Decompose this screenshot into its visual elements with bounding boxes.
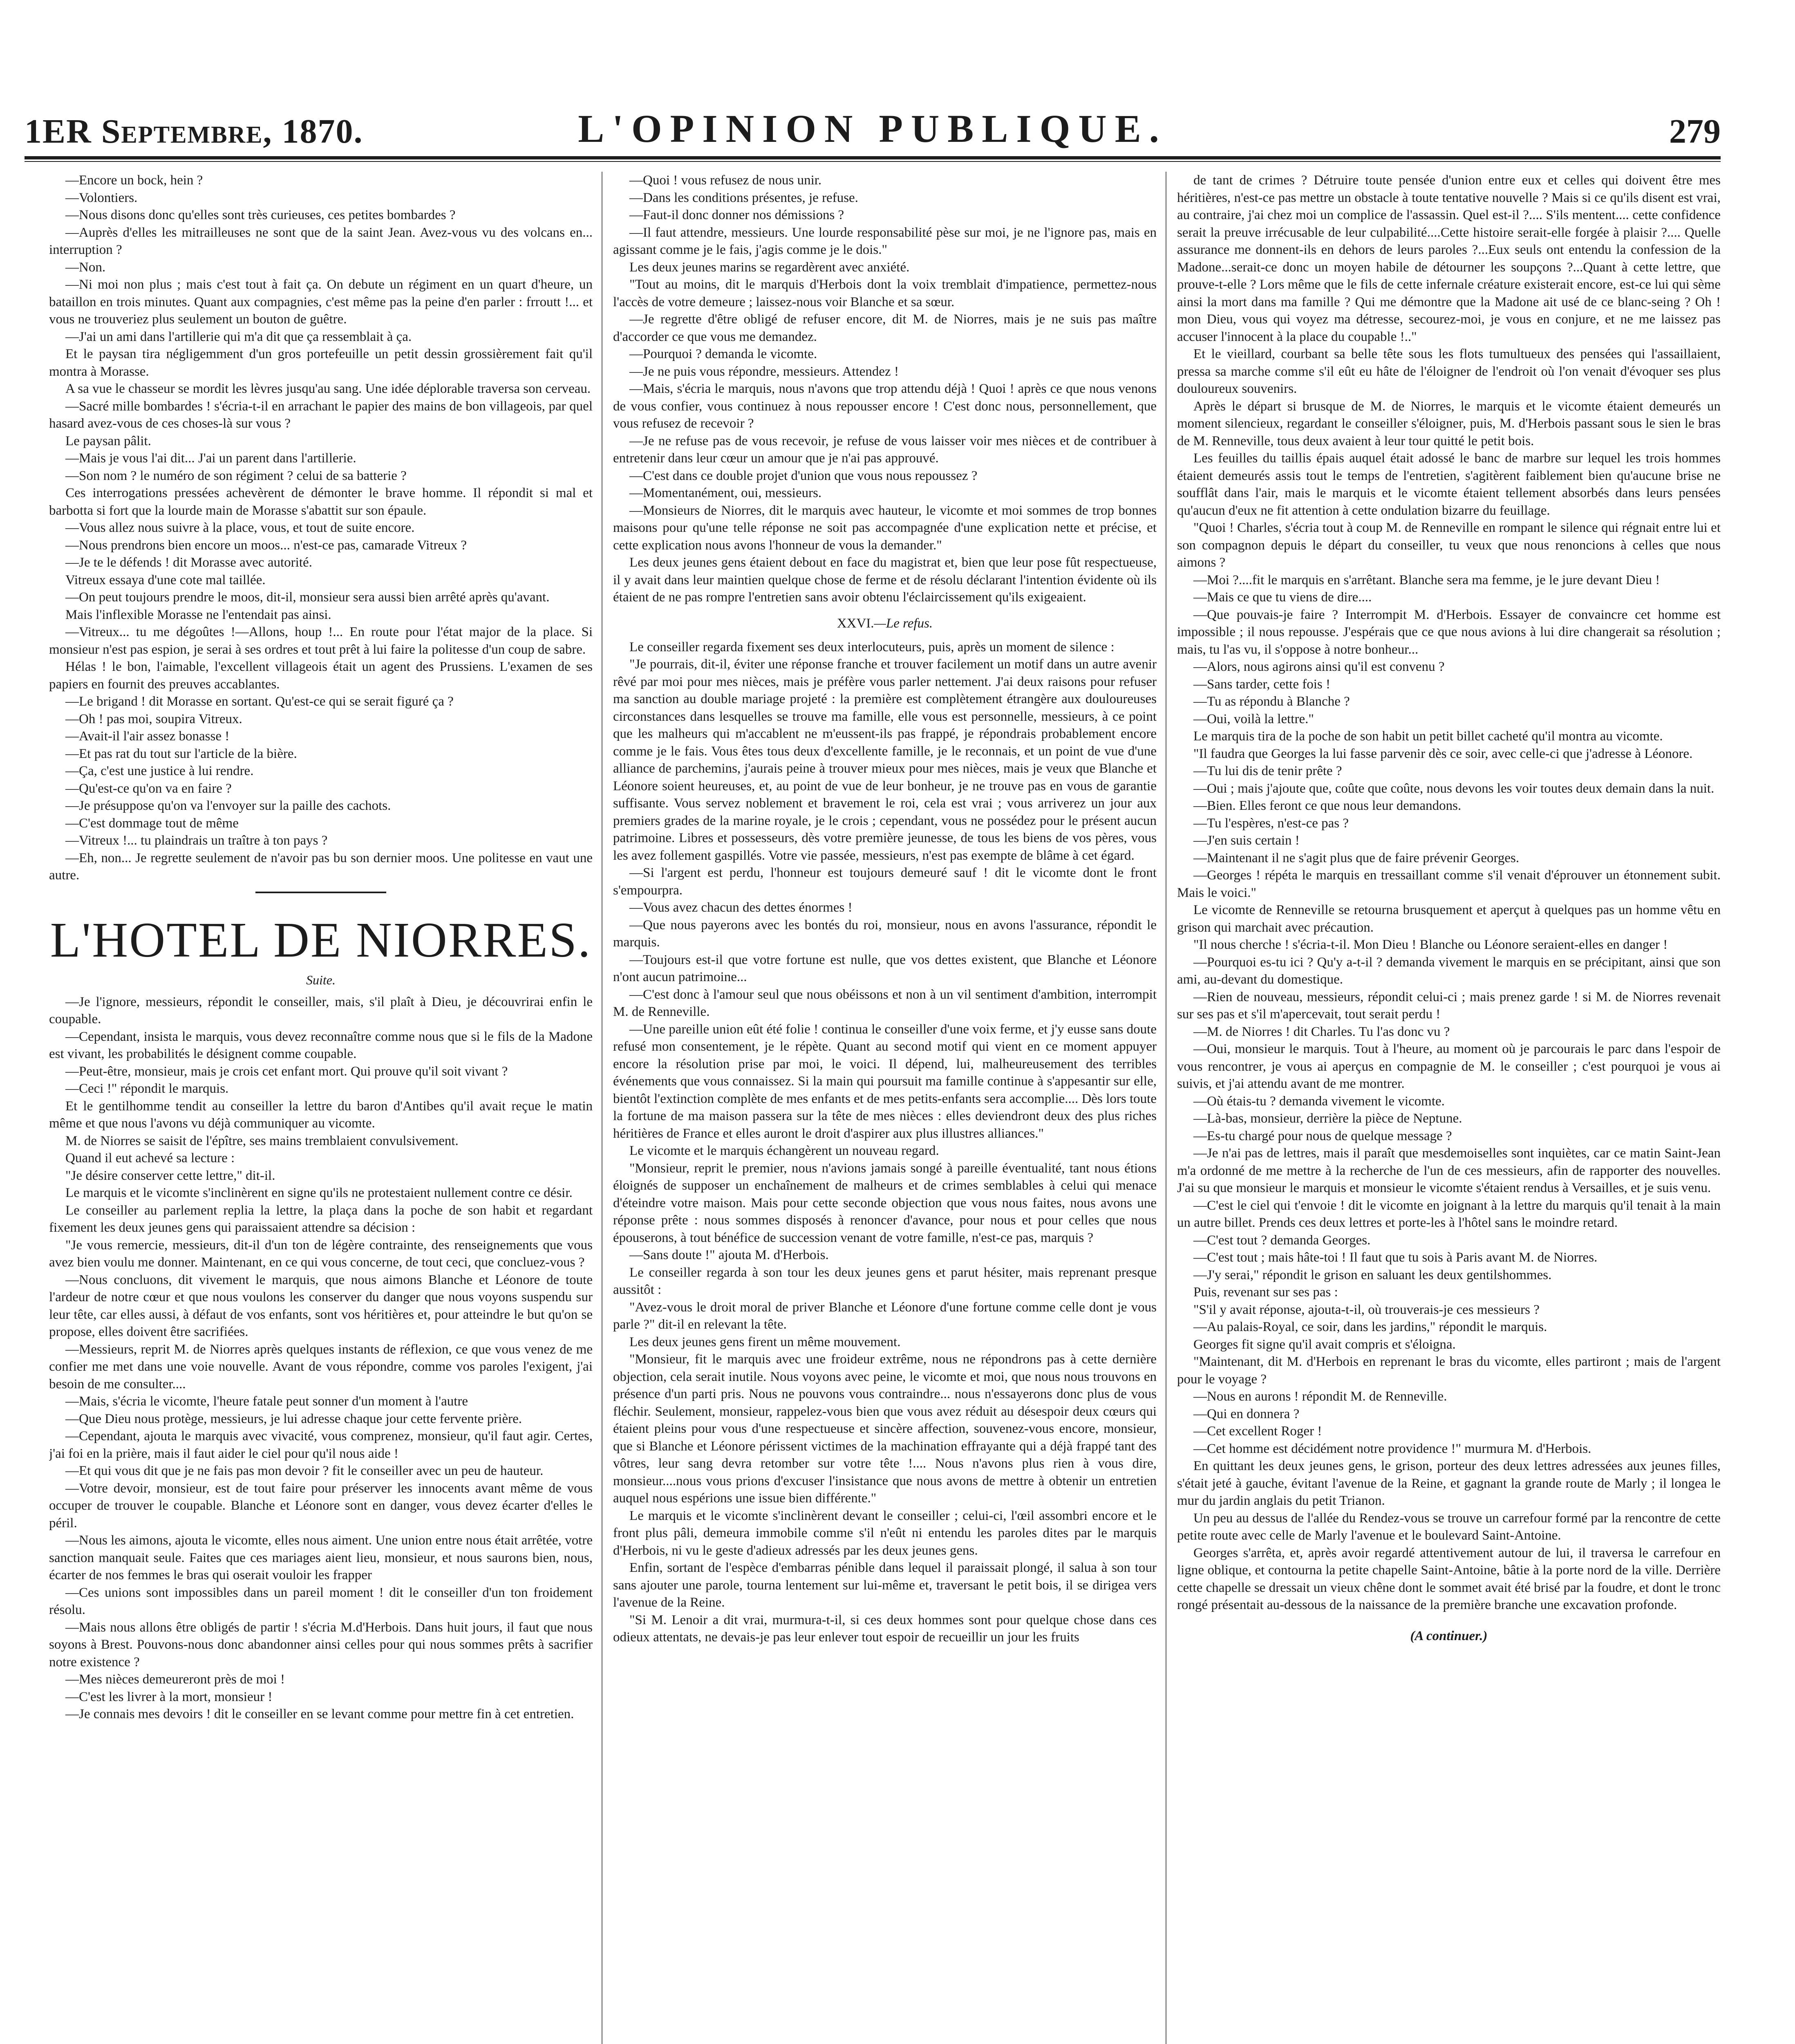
paragraph: —Momentanément, oui, messieurs. <box>629 486 822 500</box>
paragraph: Le marquis et le vicomte s'inclinèrent devant le conseiller ; celui-ci, l'œil assombri encore et le front plus pâli, demeura immobile comme s'il n'eût ni entendu les paroles dites par le marquis d'Herbois, ni vu le geste d'adieux adressés par les deux jeunes gens. <box>613 1508 1157 1558</box>
paragraph: Les feuilles du taillis épais auquel était adossé le banc de marbre sur lequel les trois hommes étaient demeurés assis tout le temps de l'entretien, s'agitèrent faiblement bien qu'aucune brise ne soufflât dans l'air, mais le marquis et le vicomte étaient tellement absorbés dans leurs pensées qu'aucun d'eux ne fit attention à cette ondulation bizarre du feuillage. <box>1177 451 1721 518</box>
paragraph: —Mais, s'écria le vicomte, l'heure fatale peut sonner d'un moment à l'autre <box>65 1394 468 1409</box>
paragraph: Quand il eut achevé sa lecture : <box>65 1151 235 1165</box>
paragraph: —Quoi ! vous refusez de nous unir. <box>629 173 822 188</box>
paragraph: Hélas ! le bon, l'aimable, l'excellent villageois était un agent des Prussiens. L'examen de ses papiers en fournit des preuves accablantes. <box>49 659 593 692</box>
issue-date-rest: Septembre, 1870. <box>101 112 363 150</box>
paragraph: Les deux jeunes gens firent un même mouvement. <box>629 1334 901 1349</box>
paragraph: Mais l'inflexible Morasse ne l'entendait pas ainsi. <box>65 607 331 622</box>
paragraph: Puis, revenant sur ses pas : <box>1193 1285 1338 1300</box>
journal-title: L'OPINION PUBLIQUE. <box>578 107 1167 150</box>
paragraph: —Georges ! répéta le marquis en tressaillant comme s'il venait d'éprouver un étonnement subit. Mais le voici." <box>1177 868 1721 900</box>
paragraph: —Où étais-tu ? demanda vivement le vicomte. <box>1193 1094 1445 1109</box>
to-be-continued: (A continuer.) <box>1410 1628 1488 1643</box>
paragraph: Le conseiller regarda à son tour les deux jeunes gens et parut hésiter, mais reprenant presque aussitôt : <box>613 1265 1157 1297</box>
paragraph: "Monsieur, reprit le premier, nous n'avions jamais songé à pareille éventualité, tant nous étions éloignés de supposer un enchaînement de malheurs et de crimes semblables à celui qui menace d'éteindre votre maison. Mais pour cette seconde objection que vous nous faites, nous avons une réponse prête : nous sommes disposés à renoncer d'avance, pour nous et pour celles que nous épouserons, à tout bénéfice de succession venant de votre famille, n'est-ce pas, marquis ? <box>613 1161 1157 1245</box>
issue-date-day: 1ER <box>25 112 92 150</box>
newspaper-page <box>25 49 1782 2044</box>
paragraph: —Je présuppose qu'on va l'envoyer sur la paille des cachots. <box>65 798 391 813</box>
paragraph: "Il faudra que Georges la lui fasse parvenir dès ce soir, avec celle-ci que j'adresse à Léonore. <box>1193 746 1693 761</box>
paragraph: —Je n'ai pas de lettres, mais il paraît que mesdemoiselles sont inquiètes, car ce matin Saint-Jean m'a ordonné de me mettre à la recherche de l'un de ces messieurs, afin de rapporter des nouvelles. J'ai su que monsieur le marquis et monsieur le vicomte s'étaient rendus à Versailles, et je suis venu. <box>1177 1146 1721 1195</box>
paragraph: —Tu as répondu à Blanche ? <box>1193 694 1350 709</box>
paragraph: —Sans tarder, cette fois ! <box>1193 677 1330 692</box>
paragraph: —Vitreux... tu me dégoûtes !—Allons, houp !... En route pour l'état major de la place. Si monsieur n'est pas espion, je serai à ses ordres et tout prêt à lui faire la politesse d'un coup de sabre. <box>49 625 593 657</box>
paragraph: Georges fit signe qu'il avait compris et s'éloigna. <box>1193 1337 1456 1352</box>
paragraph: "Avez-vous le droit moral de priver Blanche et Léonore d'une fortune comme celle dont je vous parle ?" dit-il en relevant la tête. <box>613 1300 1157 1332</box>
paragraph: —Es-tu chargé pour nous de quelque message ? <box>1193 1128 1452 1143</box>
paragraph: —Mes nièces demeureront près de moi ! <box>65 1672 285 1687</box>
paragraph: Le conseiller au parlement replia la lettre, la plaça dans la poche de son habit et regardant fixement les deux jeunes gens qui paraissaient attendre sa décision : <box>49 1203 593 1235</box>
paragraph: —M. de Niorres ! dit Charles. Tu l'as donc vu ? <box>1193 1024 1450 1039</box>
section-rule <box>255 892 386 893</box>
paragraph: —Cet homme est décidément notre providence !" murmura M. d'Herbois. <box>1193 1441 1591 1456</box>
column-2-text-a <box>613 172 1157 606</box>
article-subtitle: Suite. <box>306 972 336 987</box>
paragraph: —Nous prendrons bien encore un moos... n'est-ce pas, camarade Vitreux ? <box>65 538 467 553</box>
column-3-text-a <box>1177 172 1721 1614</box>
paragraph: —Son nom ? le numéro de son régiment ? celui de sa batterie ? <box>65 468 407 483</box>
paragraph: —C'est dans ce double projet d'union que vous nous repoussez ? <box>629 468 978 483</box>
paragraph: —Qui en donnera ? <box>1193 1406 1300 1421</box>
paragraph: —Dans les conditions présentes, je refuse. <box>629 190 858 205</box>
page-number: 279 <box>1669 112 1721 150</box>
paragraph: —Ni moi non plus ; mais c'est tout à fait ça. On debute un régiment en un quart d'heure, un bataillon en trois minutes. Quant aux compagnies, c'est même pas la peine d'en parler : frroutt !... et vous ne trouveriez plus seulement un bouton de guêtre. <box>49 277 593 327</box>
paragraph: —Cet excellent Roger ! <box>1193 1424 1322 1439</box>
paragraph: —Mais je vous l'ai dit... J'ai un parent dans l'artillerie. <box>65 451 356 466</box>
paragraph: —Peut-être, monsieur, mais je crois cet enfant mort. Qui prouve qu'il soit vivant ? <box>65 1064 508 1079</box>
paragraph: Et le vieillard, courbant sa belle tête sous les flots tumultueux des pensées qui l'assaillaient, pressa sa marche comme s'il eût eu hâte de l'éloigner de l'endroit où l'on venait d'évoquer ses plus douloureux souvenirs. <box>1177 347 1721 396</box>
paragraph: —Que nous payerons avec les bontés du roi, monsieur, nous en avons l'assurance, répondit le marquis. <box>613 917 1157 950</box>
paragraph: —Bien. Elles feront ce que nous leur demandons. <box>1193 798 1462 813</box>
paragraph: —Oui, monsieur le marquis. Tout à l'heure, au moment où je parcourais le parc dans l'espoir de vous rencontrer, je vous ai aperçus en compagnie de M. le conseiller ; c'est pourquoi je vous ai suivis, et j'ai attendu avant de me montrer. <box>1177 1042 1721 1091</box>
paragraph: —Volontiers. <box>65 190 138 205</box>
paragraph: —Nous concluons, dit vivement le marquis, que nous aimons Blanche et Léonore de toute l'ardeur de notre cœur et que nous voulons les conserver du danger que nous voyons suspendu sur leur tête, car elles aussi, à défaut de vos enfants, sont vos héritières et, pour atteindre le but qu'on se propose, elles doivent être sacrifiées. <box>49 1272 593 1339</box>
paragraph: —Non. <box>65 260 106 275</box>
paragraph: Le vicomte et le marquis échangèrent un nouveau regard. <box>629 1143 939 1158</box>
paragraph: —J'y serai," répondit le grison en saluant les deux gentilshommes. <box>1193 1267 1552 1282</box>
paragraph: —Vitreux !... tu plaindrais un traître à ton pays ? <box>65 833 328 848</box>
paragraph: Et le gentilhomme tendit au conseiller la lettre du baron d'Antibes qu'il avait reçue le matin même et que nous l'avons vu déjà communiquer au vicomte. <box>49 1098 593 1131</box>
paragraph: —Nous disons donc qu'elles sont très curieuses, ces petites bombardes ? <box>65 208 456 222</box>
paragraph: —Cependant, ajouta le marquis avec vivacité, vous comprenez, monsieur, qu'il faut agir. Certes, j'ai foi en la prière, mais il faut aider le ciel pour qu'il nous aide ! <box>49 1429 593 1461</box>
paragraph: —Toujours est-il que votre fortune est nulle, que vos dettes existent, que Blanche et Léonore n'ont aucun patrimoine... <box>613 952 1157 984</box>
paragraph: —Je connais mes devoirs ! dit le conseiller en se levant comme pour mettre fin à cet entretien. <box>65 1707 574 1721</box>
paragraph: Le vicomte de Renneville se retourna brusquement et aperçut à quelques pas un homme vêtu en grison qui marchait avec précaution. <box>1177 903 1721 935</box>
paragraph: "Tout au moins, dit le marquis d'Herbois dont la voix tremblait d'impatience, permettez-nous l'accès de votre demeure ; laissez-nous voir Blanche et sa sœur. <box>613 277 1157 309</box>
paragraph: —Une pareille union eût été folie ! continua le conseiller d'une voix ferme, et j'y eusse sans doute refusé mon consentement, je le répète. Quant au second motif qui vient en ce moment appuyer encore la résolution prise par moi, le voici. Il dépend, lui, malheureusement des terribles événements que vous connaissez. Si la main qui poursuit ma famille continue à s'appesantir sur elle, bientôt l'extinction complète de mes enfants et de mes petits-enfants sera accomplie.... Dès lors toute la fortune de ma maison passera sur la tête de mes nièces : elles deviendront deux des plus riches héritières de France et elles auront le droit d'aspirer aux plus illustres alliances." <box>613 1022 1157 1141</box>
paragraph: "Il nous cherche ! s'écria-t-il. Mon Dieu ! Blanche ou Léonore seraient-elles en danger ! <box>1193 937 1668 952</box>
paragraph: —Qu'est-ce qu'on va en faire ? <box>65 781 232 796</box>
paragraph: —Mais, s'écria le marquis, nous n'avons que trop attendu déjà ! Quoi ! après ce que nous venons de vous confier, vous continuez à nous repousser encore ! C'est donc nous, personnellement, que vous refusez de recevoir ? <box>613 381 1157 431</box>
paragraph: —Ces unions sont impossibles dans un pareil moment ! dit le conseiller d'un ton froidement résolu. <box>49 1585 593 1617</box>
paragraph: —On peut toujours prendre le moos, dit-il, monsieur sera aussi bien arrêté après qu'avant. <box>65 590 550 605</box>
paragraph: —Mais nous allons être obligés de partir ! s'écria M.d'Herbois. Dans huit jours, il faut que nous soyons à Brest. Pouvons-nous donc abandonner ainsi celles pour qui nous sommes prêts à sacrifier notre existence ? <box>49 1620 593 1670</box>
paragraph: —C'est le ciel qui t'envoie ! dit le vicomte en joignant à la lettre du marquis qu'il tenait à la main un autre billet. Prends ces deux lettres et porte-les à l'hôtel sans le moindre retard. <box>1177 1198 1721 1230</box>
paragraph: —Pourquoi ? demanda le vicomte. <box>629 347 817 361</box>
paragraph: Le marquis tira de la poche de son habit un petit billet cacheté qu'il montra au vicomte. <box>1193 729 1663 744</box>
paragraph: —Je ne refuse pas de vous recevoir, je refuse de vous laisser voir mes nièces et de contribuer à entretenir dans leur cœur un amour que je n'ai pas approuvé. <box>613 433 1157 466</box>
column-1-text-a <box>49 172 593 884</box>
paragraph: Georges s'arrêta, et, après avoir regardé attentivement autour de lui, il traversa le carrefour en ligne oblique, et contourna la petite chapelle Saint-Antoine, bâtie à la porte nord de la ville. Derrière cette chapelle se dressait un vieux chêne dont le sommet avait été brisé par la foudre, et dont le tronc rongé présentait au-dessous de la naissance de la première branche une excavation profonde. <box>1177 1545 1721 1612</box>
paragraph: Les deux jeunes gens étaient debout en face du magistrat et, bien que leur pose fût respectueuse, il y avait dans leur maintien quelque chose de ferme et de résolu déclarant l'intention évidente où ils étaient de ne pas rompre l'entretien sans avoir obtenu l'éclaircissement qu'ils exigeaient. <box>613 555 1157 605</box>
paragraph: —Nous les aimons, ajouta le vicomte, elles nous aiment. Une union entre nous était arrêtée, votre sanction manquait seule. Faites que ces mariages aient lieu, monsieur, et nous saurons bien, nous, écarter de nos femmes le bras qui oserait vouloir les frapper <box>49 1533 593 1582</box>
paragraph: —Avait-il l'air assez bonasse ! <box>65 729 230 744</box>
paragraph: —Oui ; mais j'ajoute que, coûte que coûte, nous devons les voir toutes deux demain dans la nuit. <box>1193 781 1714 796</box>
paragraph: —Il faut attendre, messieurs. Une lourde responsabilité pèse sur moi, je ne l'ignore pas, mais en agissant comme je le fais, j'agis comme je le dois." <box>613 225 1157 257</box>
paragraph: Ces interrogations pressées achevèrent de démonter le brave homme. Il répondit si mal et barbotta si fort que la lourde main de Morasse s'abattit sur son épaule. <box>49 486 593 518</box>
paragraph: —Sacré mille bombardes ! s'écria-t-il en arrachant le papier des mains de bon villageois, par quel hasard avez-vous de ces choses-là sur vous ? <box>49 399 593 431</box>
paragraph: Un peu au dessus de l'allée du Rendez-vous se trouve un carrefour formé par la rencontre de cette petite route avec celle de Marly l'avenue et le boulevard Saint-Antoine. <box>1177 1511 1721 1543</box>
paragraph: —Monsieurs de Niorres, dit le marquis avec hauteur, le vicomte et moi sommes de trop bonnes maisons pour qu'une telle réponse ne soit pas accompagnée d'une explication nette et précise, et cette explication nous avons l'honneur de vous la demander." <box>613 503 1157 553</box>
chapter-number: XXVI. <box>837 616 874 631</box>
masthead-rule <box>25 156 1721 159</box>
column-1 <box>49 172 593 2044</box>
paragraph: —Maintenant il ne s'agit plus que de faire prévenir Georges. <box>1193 850 1520 865</box>
paragraph: —C'est les livrer à la mort, monsieur ! <box>65 1689 273 1704</box>
paragraph: —Et pas rat du tout sur l'article de la bière. <box>65 746 297 761</box>
paragraph: —Vous avez chacun des dettes énormes ! <box>629 900 853 915</box>
column-2-text-b <box>613 639 1157 1646</box>
paragraph: "Je pourrais, dit-il, éviter une réponse franche et trouver facilement un motif dans un autre avenir rêvé par moi pour mes nièces, mais je préfère vous parler nettement. J'ai deux raisons pour refuser ma sanction au double mariage projeté : la première est complètement étrangère aux douloureuses circonstances dans lesquelles se trouve ma famille, elle vous est personnelle, messieurs, à ce point que les malheurs qui m'accablent ne m'eussent-ils pas frappé, je répondrais probablement encore comme je le fais. Vous êtes tous deux d'excellente famille, je le reconnais, et un point de vue d'une alliance de parchemins, j'aurais peine à trouver mieux pour mes nièces, mais je veux que Blanche et Léonore soient heureuses, et, au point de vue de leur bonheur, je ne trouve pas en vous de garantie suffisante. Vous servez noblement et bravement le roi, cela est vrai ; vous arriverez un jour aux premiers grades de la marine royale, je le crois ; cependant, vous ne possédez pour le présent aucun patrimoine. Libres et possesseurs, dès votre première jeunesse, de tous les biens de vos pères, vous les avez follement gaspillés. Votre vie passée, messieurs, n'est pas exempte de blâme à cet égard. <box>613 657 1157 863</box>
paragraph: —Encore un bock, hein ? <box>65 173 203 188</box>
paragraph: —Cependant, insista le marquis, vous devez reconnaître comme nous que si le fils de la Madone est vivant, les probabilités le désignent comme coupable. <box>49 1029 593 1061</box>
paragraph: —C'est dommage tout de même <box>65 816 239 831</box>
paragraph: —Et qui vous dit que je ne fais pas mon devoir ? fit le conseiller avec un peu de hauteur. <box>65 1464 544 1478</box>
paragraph: —Que Dieu nous protège, messieurs, je lui adresse chaque jour cette fervente prière. <box>65 1411 522 1426</box>
column-3 <box>1177 172 1721 2044</box>
paragraph: —C'est donc à l'amour seul que nous obéissons et non à un vil sentiment d'ambition, interrompit M. de Renneville. <box>613 987 1157 1019</box>
paragraph: —Le brigand ! dit Morasse en sortant. Qu'est-ce qui se serait figuré ça ? <box>65 694 454 709</box>
paragraph: —Tu l'espères, n'est-ce pas ? <box>1193 816 1349 831</box>
paragraph: —C'est tout ; mais hâte-toi ! Il faut que tu sois à Paris avant M. de Niorres. <box>1193 1250 1598 1265</box>
paragraph: —Rien de nouveau, messieurs, répondit celui-ci ; mais prenez garde ! si M. de Niorres revenait sur ses pas et s'il m'apercevait, tout serait perdu ! <box>1177 989 1721 1022</box>
paragraph: —Votre devoir, monsieur, est de tout faire pour préserver les innocents avant même de vous occuper de trouver le coupable. Blanche et Léonore sont en danger, vous devez écarter d'elles le péril. <box>49 1481 593 1531</box>
paragraph: —Eh, non... Je regrette seulement de n'avoir pas bu son dernier moos. Une politesse en vaut une autre. <box>49 850 593 883</box>
paragraph: "Je désire conserver cette lettre," dit-il. <box>65 1168 275 1183</box>
paragraph: A sa vue le chasseur se mordit les lèvres jusqu'au sang. Une idée déplorable traversa son cerveau. <box>65 381 591 396</box>
paragraph: —C'est tout ? demanda Georges. <box>1193 1233 1371 1248</box>
paragraph: —Moi ?....fit le marquis en s'arrêtant. Blanche sera ma femme, je le jure devant Dieu ! <box>1193 572 1660 587</box>
paragraph: Le paysan pâlit. <box>65 433 151 448</box>
paragraph: —Au palais-Royal, ce soir, dans les jardins," répondit le marquis. <box>1193 1320 1547 1334</box>
paragraph: —J'en suis certain ! <box>1193 833 1300 848</box>
paragraph: —Je regrette d'être obligé de refuser encore, dit M. de Niorres, mais je ne suis pas maître d'accorder ce que vous me demandez. <box>613 312 1157 344</box>
paragraph: —Je te le défends ! dit Morasse avec autorité. <box>65 555 312 570</box>
paragraph: —Je ne puis vous répondre, messieurs. Attendez ! <box>629 364 899 379</box>
paragraph: —Auprès d'elles les mitrailleuses ne sont que de la saint Jean. Avez-vous vu des volcans en... interruption ? <box>49 225 593 257</box>
paragraph: —Pourquoi es-tu ici ? Qu'y a-t-il ? demanda vivement le marquis en se précipitant, ainsi que son ami, au-devant du domestique. <box>1177 955 1721 987</box>
columns <box>25 172 1721 2044</box>
paragraph: "S'il y avait réponse, ajouta-t-il, où trouverais-je ces messieurs ? <box>1193 1302 1540 1317</box>
paragraph: "Monsieur, fit le marquis avec une froideur extrême, nous ne répondrons pas à cette dernière objection, cela serait inutile. Nous voyons avec peine, le vicomte et moi, que nous nous trouvons en présence d'un parti pris. Nous ne pouvons vous contraindre... nous n'essayerons donc plus de vous fléchir. Seulement, monsieur, rappelez-vous bien que vous avez réduit au désespoir deux cœurs qui étaient pleins pour vous d'une respectueuse et sincère affection, souvenez-vous encore, monsieur, que si Blanche et Léonore périssent victimes de la machination effrayante qui a déjà frappé tant des vôtres, leur sang devra retomber sur votre tête !.... Nous n'avons plus rien à vous dire, monsieur....nous vous prions d'excuser l'insistance que nous avons de mettre à obtenir un entretien auquel nous espérions une issue bien différente." <box>613 1352 1157 1506</box>
paragraph: —Faut-il donc donner nos démissions ? <box>629 208 844 222</box>
masthead-rule-thin <box>25 161 1721 162</box>
paragraph: Le marquis et le vicomte s'inclinèrent en signe qu'ils ne protestaient nullement contre ce désir. <box>65 1186 573 1200</box>
paragraph: Après le départ si brusque de M. de Niorres, le marquis et le vicomte étaient demeurés un moment silencieux, regardant le conseiller s'éloigner, puis, M. d'Herbois passant sous le sien le bras de M. Renneville, tous deux avaient à leur tour quitté le petit bois. <box>1177 399 1721 448</box>
paragraph: —Vous allez nous suivre à la place, vous, et tout de suite encore. <box>65 520 415 535</box>
paragraph: Vitreux essaya d'une cote mal taillée. <box>65 572 266 587</box>
paragraph: M. de Niorres se saisit de l'épître, ses mains tremblaient convulsivement. <box>65 1133 459 1148</box>
paragraph: "Quoi ! Charles, s'écria tout à coup M. de Renneville en rompant le silence qui régnait entre lui et son compagnon depuis le départ du conseiller, tu veux que nous renoncions à celles que nous aimons ? <box>1177 520 1721 570</box>
paragraph: —J'ai un ami dans l'artillerie qui m'a dit que ça ressemblait à ça. <box>65 329 412 344</box>
paragraph: —Nous en aurons ! répondit M. de Renneville. <box>1193 1389 1447 1404</box>
paragraph: Et le paysan tira négligemment d'un gros portefeuille un petit dessin grossièrement fait qu'il montra à Morasse. <box>49 347 593 379</box>
article-title: L'HOTEL DE NIORRES. <box>50 912 592 968</box>
paragraph: "Je vous remercie, messieurs, dit-il d'un ton de légère contrainte, des renseignements que vous avez bien voulu me donner. Maintenant, en ce qui vous concerne, de tout ceci, que concluez-vous ? <box>49 1237 593 1270</box>
chapter-heading <box>613 616 1157 631</box>
paragraph: —Ceci !" répondit le marquis. <box>65 1081 229 1096</box>
paragraph: —Ça, c'est une justice à lui rendre. <box>65 764 254 778</box>
paragraph: Enfin, sortant de l'espèce d'embarras pénible dans lequel il paraissait plongé, il salua à son tour sans ajouter une parole, tourna lentement sur lui-même et, traversant le petit bois, il se dirigea vers l'avenue de la Reine. <box>613 1560 1157 1610</box>
column-1-text-b <box>49 993 593 1723</box>
paragraph: de tant de crimes ? Détruire toute pensée d'union entre eux et celles qui doivent être mes héritières, n'est-ce pas mettre un obstacle à toute tentative nouvelle ? Mais si ce qu'ils disent est vrai, au contraire, j'ai chez moi un complice de l'assassin. Quel est-il ?.... S'ils mentent.... cette confidence serait la preuve irrécusable de leur culpabilité....Cette histoire serait-elle forgée à plaisir ?.... Quelle assurance me donnent-ils en dehors de leurs paroles ?...Eux seuls ont entendu la confession de la Madone...serait-ce donc un moyen habile de détourner les soupçons ?...Quant à cette lettre, que prouve-t-elle ? Lors même que le fils de cette infernale créature existerait encore, est-ce lui qui sème ainsi la mort dans ma famille ? Qui me démontre que la Madone ait usé de ce blanc-seing ? Oh ! mon Dieu, vous qui voyez ma détresse, secourez-moi, je vous en conjure, et ne me laissez pas accuser l'innocent à la place du coupable !.." <box>1177 173 1721 344</box>
paragraph: —Messieurs, reprit M. de Niorres après quelques instants de réflexion, ce que vous venez de me confier me met dans une voie nouvelle. Avant de vous répondre, comme vos paroles l'exigent, j'ai besoin de me consulter.... <box>49 1342 593 1392</box>
paragraph: —Tu lui dis de tenir prête ? <box>1193 764 1342 778</box>
paragraph: "Maintenant, dit M. d'Herbois en reprenant le bras du vicomte, elles partiront ; mais de l'argent pour le voyage ? <box>1177 1354 1721 1387</box>
paragraph: En quittant les deux jeunes gens, le grison, porteur des deux lettres adressées aux jeunes filles, s'était jeté à gauche, évitant l'avenue de la Reine, et gagnant la grande route de Marly ; il longea le mur du jardin anglais du petit Trianon. <box>1177 1459 1721 1508</box>
paragraph: —Mais ce que tu viens de dire.... <box>1193 590 1372 605</box>
paragraph: Le conseiller regarda fixement ses deux interlocuteurs, puis, après un moment de silence : <box>629 639 1115 654</box>
masthead <box>25 106 1721 151</box>
paragraph: —Que pouvais-je faire ? Interrompit M. d'Herbois. Essayer de convaincre cet homme est impossible ; il nous repousse. J'espérais que ce que nous avions à lui dire changerait sa résolution ; mais, tu l'as vu, il s'oppose à notre bonheur... <box>1177 607 1721 657</box>
paragraph: —Sans doute !" ajouta M. d'Herbois. <box>629 1248 829 1262</box>
paragraph: —Là-bas, monsieur, derrière la pièce de Neptune. <box>1193 1111 1462 1126</box>
chapter-title: —Le refus. <box>874 616 933 631</box>
paragraph: —Oh ! pas moi, soupira Vitreux. <box>65 711 242 726</box>
paragraph: "Si M. Lenoir a dit vrai, murmura-t-il, si ces deux hommes sont pour quelque chose dans ces odieux attentats, ne devais-je pas leur enlever tout espoir de recueillir un jour les fruits <box>613 1612 1157 1645</box>
paragraph: Les deux jeunes marins se regardèrent avec anxiété. <box>629 260 910 275</box>
paragraph: —Oui, voilà la lettre." <box>1193 711 1314 726</box>
paragraph: —Je l'ignore, messieurs, répondit le conseiller, mais, s'il plaît à Dieu, je découvrirai enfin le coupable. <box>49 994 593 1026</box>
paragraph: —Alors, nous agirons ainsi qu'il est convenu ? <box>1193 659 1445 674</box>
column-2 <box>613 172 1157 2044</box>
paragraph: —Si l'argent est perdu, l'honneur est toujours demeuré sauf ! dit le vicomte dont le front s'empourpra. <box>613 865 1157 898</box>
